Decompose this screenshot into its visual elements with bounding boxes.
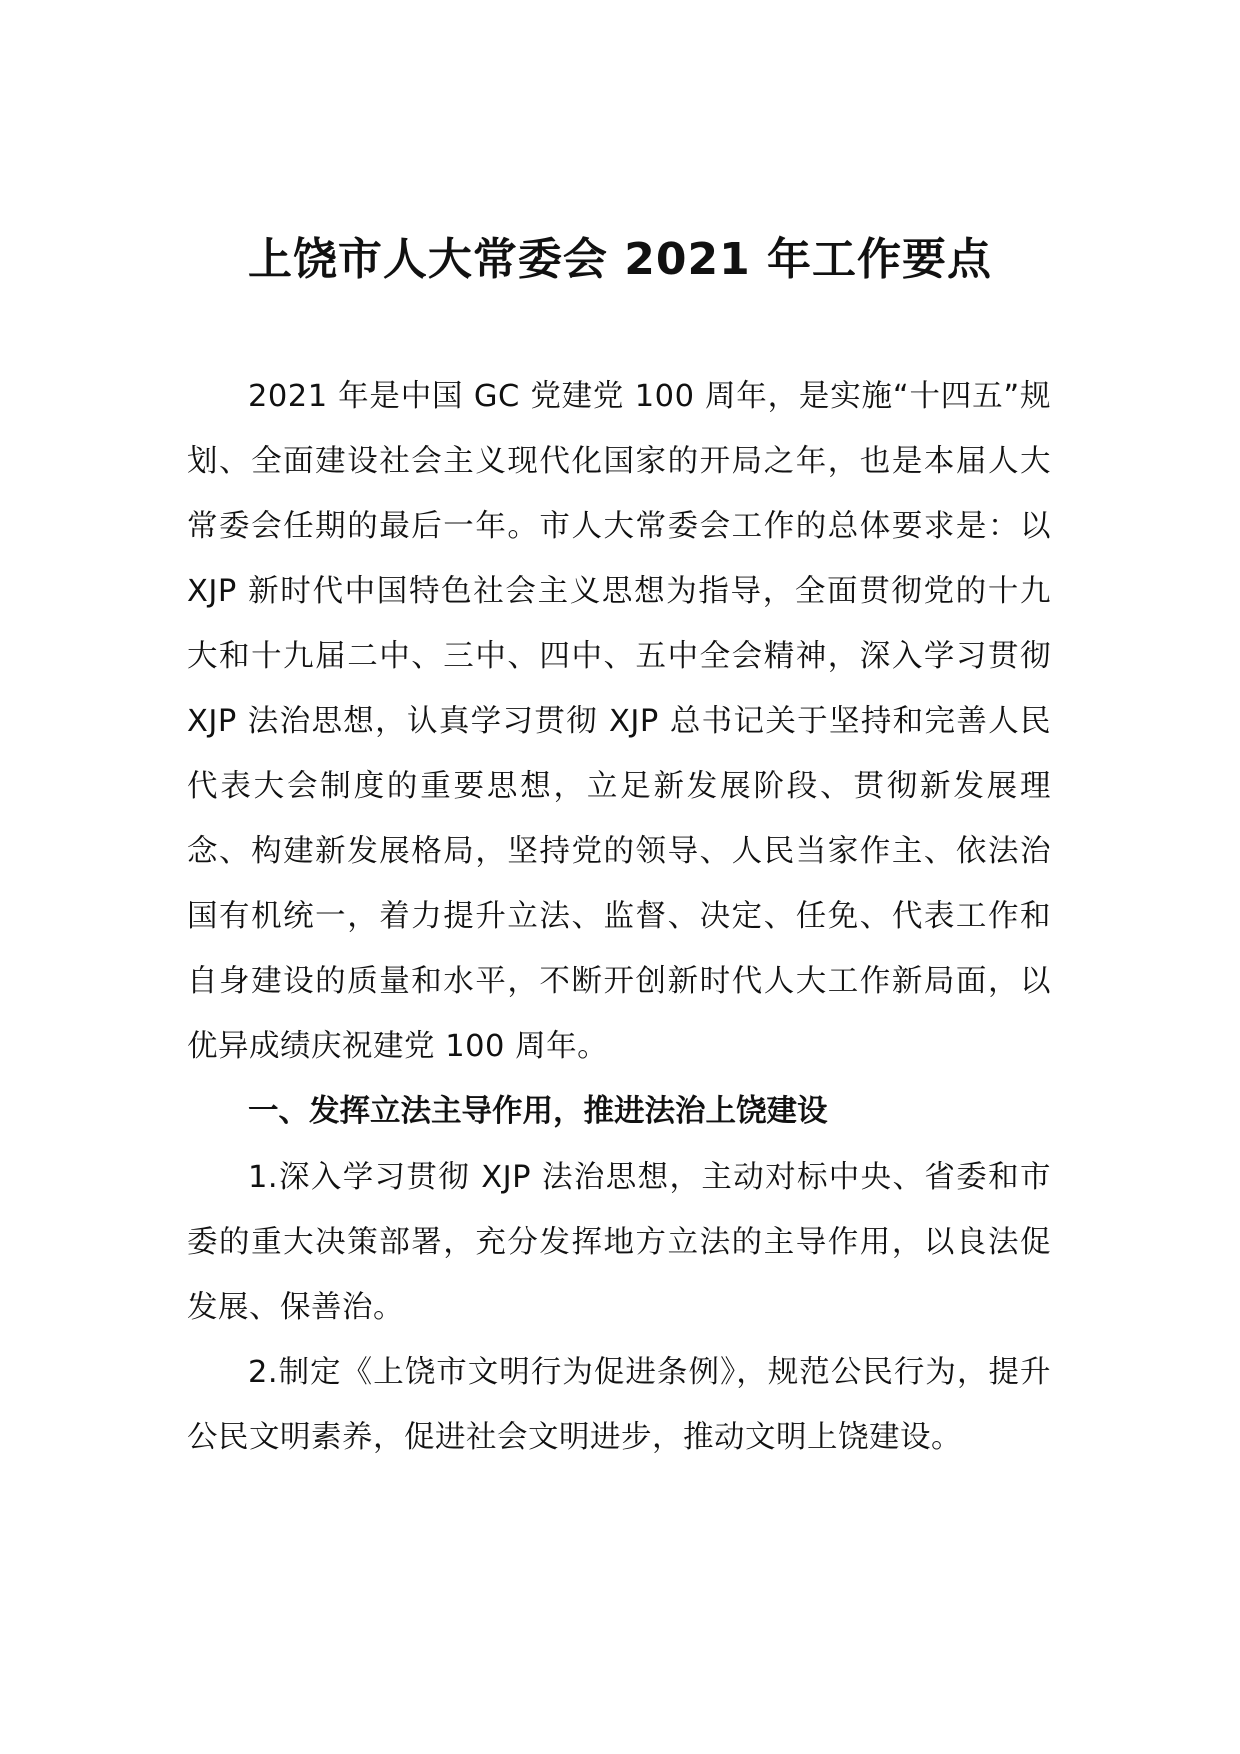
section-1-item-1: 1.深入学习贯彻 XJP 法治思想，主动对标中央、省委和市委的重大决策部署，充分发挥地方立法的主导作用，以良法促发展、保善治。 <box>187 1160 1051 1325</box>
section-1-item-2: 2.制定《上饶市文明行为促进条例》，规范公民行为，提升公民文明素养，促进社会文明进步，推动文明上饶建设。 <box>187 1355 1051 1455</box>
intro-paragraph: 2021 年是中国 GC 党建党 100 周年，是实施“十四五”规划、全面建设社会主义现代化国家的开局之年，也是本届人大常委会任期的最后一年。市人大常委会工作的总体要求是：以 XJP 新时代中国特色社会主义思想为指导，全面贯彻党的十九大和十九届二中、三中、四中、五中全会精神，深入学习贯彻 XJP 法治思想，认真学习贯彻 XJP 总书记关于坚持和完善人民代表大会制度的重要思想，立足新发展阶段、贯彻新发展理念、构建新发展格局，坚持党的领导、人民当家作主、依法治国有机统一，着力提升立法、监督、决定、任免、代表工作和自身建设的质量和水平，不断开创新时代人大工作新局面，以优异成绩庆祝建党 100 周年。 <box>187 379 1051 1064</box>
section-heading-1: 一、发挥立法主导作用，推进法治上饶建设 <box>248 1094 828 1129</box>
document-title: 上饶市人大常委会 2021 年工作要点 <box>247 234 993 285</box>
document-body <box>187 364 1051 1470</box>
